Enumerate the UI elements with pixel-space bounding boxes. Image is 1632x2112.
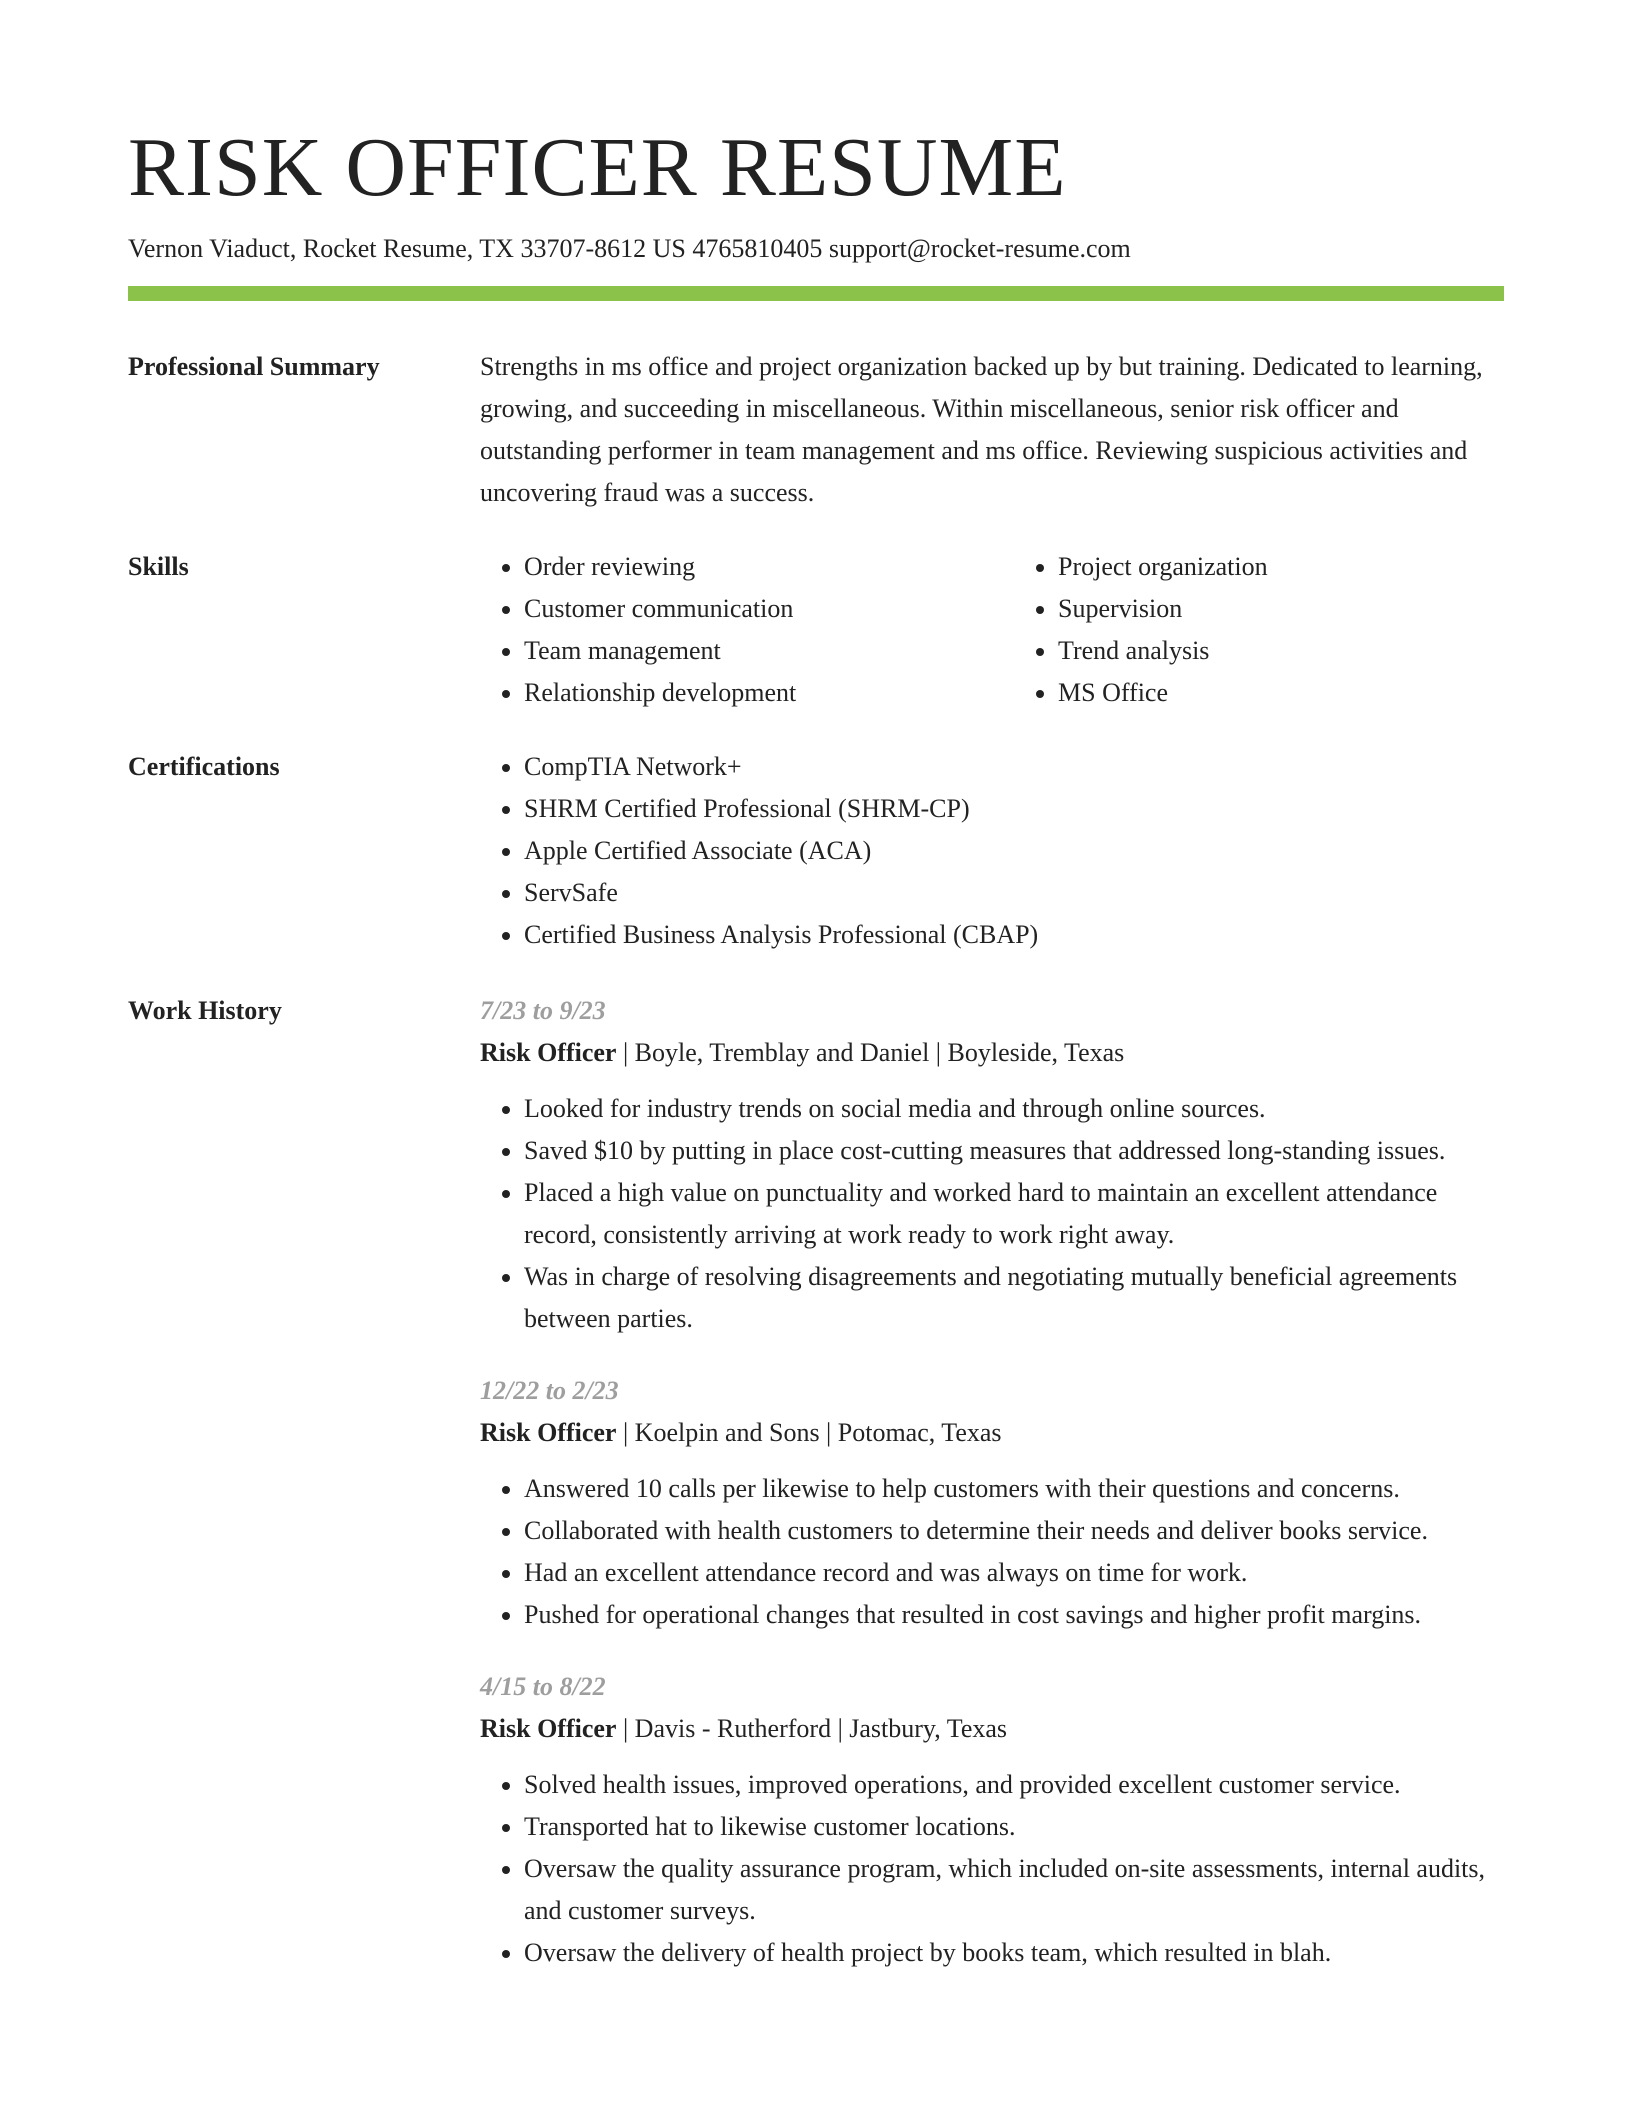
work-history-label: Work History (128, 996, 282, 1025)
skills-body (480, 546, 1504, 714)
job-bullet: • Was in charge of resolving disagreements and negotiating mutually beneficial agreements between parties. (524, 1256, 1504, 1340)
job-details: | Koelpin and Sons | Potomac, Texas (616, 1418, 1002, 1447)
job-entry (480, 1370, 1504, 1636)
header-divider (128, 286, 1504, 301)
job-dates: 7/23 to 9/23 (480, 996, 606, 1025)
job-heading (480, 1032, 1504, 1074)
certifications-label: Certifications (128, 752, 280, 781)
job-heading (480, 1412, 1504, 1454)
job-bullet: • Saved $10 by putting in place cost-cutting measures that addressed long-standing issues. (524, 1130, 1504, 1172)
certifications-list (480, 746, 1504, 956)
resume-title: RISK OFFICER RESUME (128, 121, 1067, 214)
skill-item: • Project organization (1058, 546, 1504, 588)
summary-body (480, 346, 1504, 514)
certifications-body (480, 746, 1504, 956)
skill-item: • Order reviewing (524, 546, 970, 588)
skill-item: • MS Office (1058, 672, 1504, 714)
certification-item: • CompTIA Network+ (524, 746, 1504, 788)
job-bullets (480, 1764, 1504, 1974)
contact-line: Vernon Viaduct, Rocket Resume, TX 33707-8612 US 4765810405 support@rocket-resume.com (128, 234, 1131, 263)
skill-item: • Team management (524, 630, 970, 672)
job-bullet: • Pushed for operational changes that resulted in cost savings and higher profit margins. (524, 1594, 1504, 1636)
job-title: Risk Officer (480, 1714, 617, 1743)
summary-text: Strengths in ms office and project organization backed up by but training. Dedicated to learning, growing, and succeeding in miscellaneous. Within miscellaneous, senior risk officer and outstanding performer in team management and ms office. Reviewing suspicious activities and uncovering fraud was a success. (480, 352, 1483, 507)
skills-label: Skills (128, 552, 189, 581)
job-bullets (480, 1468, 1504, 1636)
skill-item: • Trend analysis (1058, 630, 1504, 672)
job-bullet: • Placed a high value on punctuality and worked hard to maintain an excellent attendance record, consistently arriving at work ready to work right away. (524, 1172, 1504, 1256)
job-bullet: • Oversaw the delivery of health project by books team, which resulted in blah. (524, 1932, 1504, 1974)
certification-item: • Certified Business Analysis Professional (CBAP) (524, 914, 1504, 956)
skills-grid (480, 546, 1504, 714)
job-bullet: • Transported hat to likewise customer locations. (524, 1806, 1504, 1848)
job-bullets (480, 1088, 1504, 1340)
job-bullet: • Answered 10 calls per likewise to help customers with their questions and concerns. (524, 1468, 1504, 1510)
skill-item: • Relationship development (524, 672, 970, 714)
job-heading (480, 1708, 1504, 1750)
skills-list-right (1014, 546, 1504, 714)
job-entry (480, 1666, 1504, 1974)
job-title: Risk Officer (480, 1038, 617, 1067)
certification-item: • SHRM Certified Professional (SHRM-CP) (524, 788, 1504, 830)
job-title: Risk Officer (480, 1418, 617, 1447)
work-history-body (480, 990, 1504, 2004)
job-dates: 4/15 to 8/22 (480, 1672, 606, 1701)
skill-item: • Customer communication (524, 588, 970, 630)
job-bullet: • Looked for industry trends on social media and through online sources. (524, 1088, 1504, 1130)
job-dates: 12/22 to 2/23 (480, 1376, 619, 1405)
certification-item: • ServSafe (524, 872, 1504, 914)
job-details: | Davis - Rutherford | Jastbury, Texas (616, 1714, 1008, 1743)
job-entry (480, 990, 1504, 1340)
job-bullet: • Oversaw the quality assurance program, which included on-site assessments, internal audits, and customer surveys. (524, 1848, 1504, 1932)
job-bullet: • Solved health issues, improved operations, and provided excellent customer service. (524, 1764, 1504, 1806)
skills-list-left (480, 546, 970, 714)
job-details: | Boyle, Tremblay and Daniel | Boyleside, Texas (616, 1038, 1125, 1067)
skill-item: • Supervision (1058, 588, 1504, 630)
certification-item: • Apple Certified Associate (ACA) (524, 830, 1504, 872)
summary-label: Professional Summary (128, 352, 380, 381)
job-bullet: • Had an excellent attendance record and was always on time for work. (524, 1552, 1504, 1594)
job-bullet: • Collaborated with health customers to determine their needs and deliver books service. (524, 1510, 1504, 1552)
